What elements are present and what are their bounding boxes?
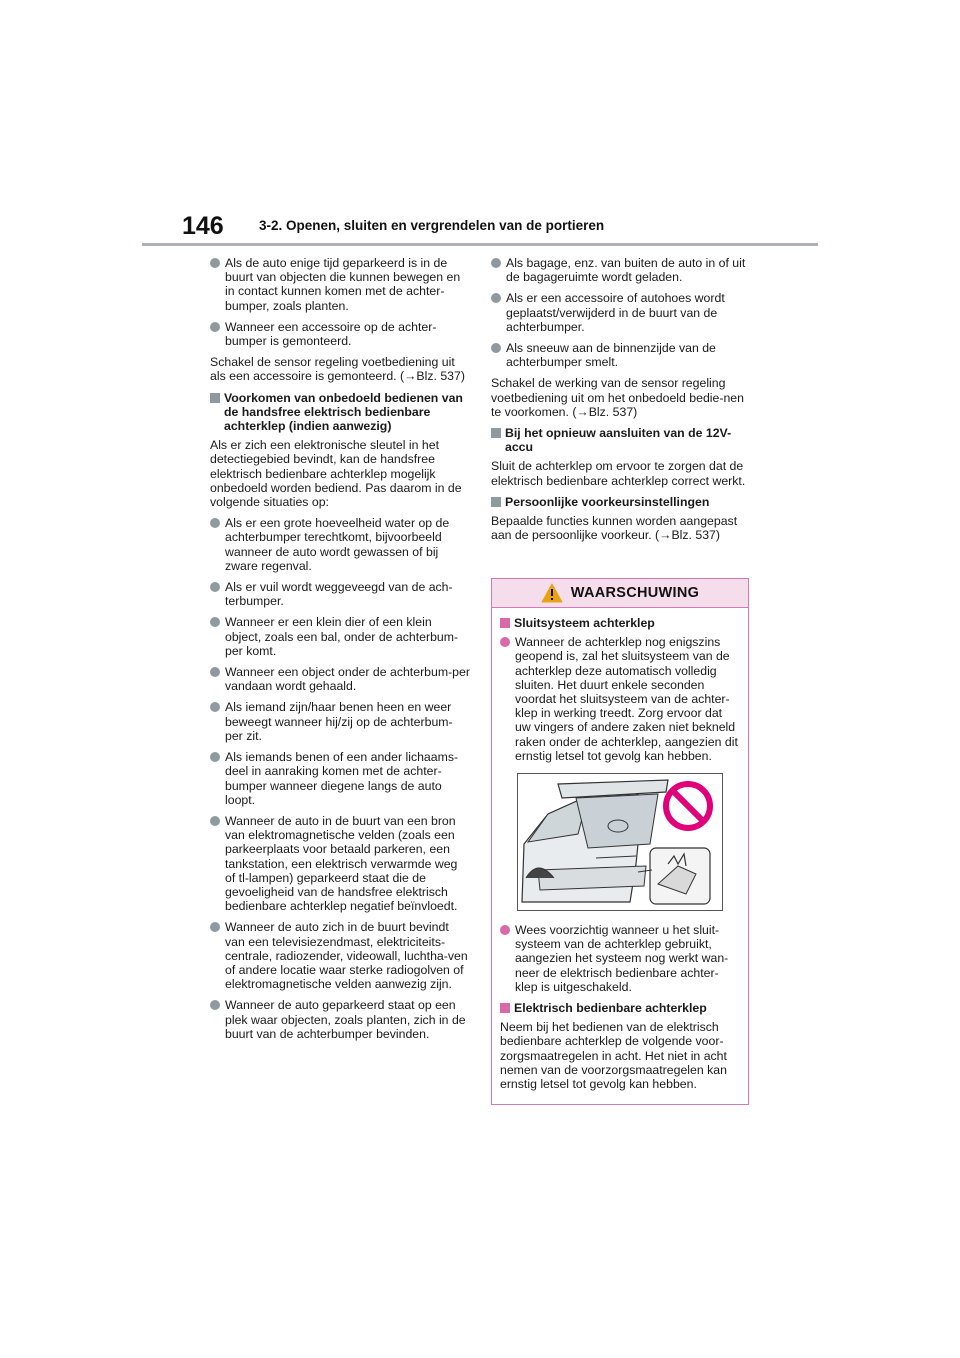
list-item: Als er een grote hoeveelheid water op de achterbumper terechtkomt, bijvoorbeeld wanneer de auto wordt gewassen of bij zware regenval. [210,516,470,573]
square-bullet-icon [491,497,501,507]
list-item: Als bagage, enz. van buiten de auto in of uit de bagageruimte wordt geladen. [491,256,751,284]
warning-title: WAARSCHUWING [570,585,700,601]
list-item: Wees voorzichtig wanneer u het sluit-systeem van de achterklep gebruikt, aangezien het systeem nog werkt wan-neer de elektrisch bedienbare achter-klep is uitgeschakeld. [500,923,740,994]
square-bullet-icon [210,393,220,403]
warning-triangle-icon [541,583,563,603]
list-item: Wanneer de achterklep nog enigszins geopend is, zal het sluitsysteem van de achterklep deze automatisch volledig sluiten. Het duurt enkele seconden voordat het sluitsysteem van de achter-klep in werking treedt. Zorg ervoor dat uw vingers of andere zaken niet bekneld raken onder de achterklep, aangezien dit ernstig letsel tot gevolg kan hebben. [500,635,740,763]
bullet-dot-icon [491,258,501,268]
car-rear-icon [518,774,722,910]
bullet-dot-icon [500,925,510,935]
paragraph: Schakel de sensor regeling voetbediening uit als een accessoire is gemonteerd. (→Blz. 537) [210,355,465,384]
left-column [210,256,470,1048]
chapter-title: 3-2. Openen, sluiten en vergrendelen van de portieren [259,218,605,233]
bullet-dot-icon [491,293,501,303]
paragraph: Als er zich een elektronische sleutel in het detectiegebied bevindt, kan de handsfree elektrisch bedienbare achterklep mogelijk onbedoeld worden bediend. Pas daarom in de volgende situaties op: [210,438,462,510]
tailgate-pinch-illustration [517,773,723,911]
page-number: 146 [182,212,224,240]
bullet-dot-icon [210,582,220,592]
bullet-dot-icon [210,518,220,528]
section-heading: Persoonlijke voorkeursinstellingen [491,495,751,509]
square-bullet-icon [491,428,501,438]
list-item: Als iemands benen of een ander lichaams-deel in aanraking komen met de achter-bumper wanneer diegene langs de auto loopt. [210,750,470,807]
list-item: Wanneer er een klein dier of een klein object, zoals een bal, onder de achterbum-per komt. [210,615,470,658]
warning-header [492,579,748,608]
list-item: Als iemand zijn/haar benen heen en weer beweegt wanneer hij/zij op de achterbum-per zit. [210,700,470,743]
list-item: Wanneer een object onder de achterbum-per vandaan wordt gehaald. [210,665,470,693]
list-item: Wanneer de auto in de buurt van een bron van elektromagnetische velden (zoals een parkeerplaats voor betaald parkeren, een tankstation, een elektrisch verwarmde weg of tl-lampen) geparkeerd staat die de gevoeligheid van de handsfree elektrisch bedienbare achterklep negatief beïnvloedt. [210,814,470,913]
list-item: Als er een accessoire of autohoes wordt geplaatst/verwijderd in de buurt van de achterbumper. [491,291,751,334]
right-column [491,256,751,549]
bullet-dot-icon [210,667,220,677]
warning-box [491,578,749,1105]
bullet-dot-icon [210,1000,220,1010]
header-rule [142,243,818,246]
paragraph: Sluit de achterklep om ervoor te zorgen dat de elektrisch bedienbare achterklep correct werkt. [491,459,746,488]
section-heading: Elektrisch bedienbare achterklep [500,1001,740,1015]
section-heading: Voorkomen van onbedoeld bedienen van de handsfree elektrisch bedienbare achterklep (indien aanwezig) [210,391,470,434]
bullet-dot-icon [210,617,220,627]
bullet-dot-icon [210,702,220,712]
section-heading: Sluitsysteem achterklep [500,616,740,630]
bullet-dot-icon [210,258,220,268]
list-item: Als de auto enige tijd geparkeerd is in de buurt van objecten die kunnen bewegen en in contact kunnen komen met de achter-bumper, zoals planten. [210,256,470,313]
list-item: Als sneeuw aan de binnenzijde van de achterbumper smelt. [491,341,751,369]
square-bullet-icon [500,1003,510,1013]
bullet-dot-icon [210,322,220,332]
list-item: Wanneer de auto zich in de buurt bevindt van een televisiezendmast, elektriciteits-centrale, radiozender, videowall, luchtha-ven of andere locatie waar sterke radiogolven of elektromagnetische velden aanwezig zijn. [210,920,470,991]
list-item: Wanneer de auto geparkeerd staat op een plek waar objecten, zoals planten, zich in de buurt van de achterbumper bevinden. [210,998,470,1041]
paragraph: Neem bij het bedienen van de elektrisch bedienbare achterklep de volgende voor-zorgsmaatregelen in acht. Het niet in acht nemen van de voorzorgsmaatregelen kan ernstig letsel tot gevolg kan hebben. [500,1020,727,1092]
bullet-dot-icon [210,922,220,932]
list-item: Wanneer een accessoire op de achter-bumper is gemonteerd. [210,320,470,348]
paragraph: Schakel de werking van de sensor regeling voetbediening uit om het onbedoeld bedie-nen te voorkomen. (→Blz. 537) [491,376,744,419]
paragraph: Bepaalde functies kunnen worden aangepast aan de persoonlijke voorkeur. (→Blz. 537) [491,514,738,543]
bullet-dot-icon [210,752,220,762]
square-bullet-icon [500,618,510,628]
bullet-dot-icon [210,816,220,826]
section-heading: Bij het opnieuw aansluiten van de 12V-accu [491,426,751,454]
bullet-dot-icon [500,637,510,647]
list-item: Als er vuil wordt weggeveegd van de ach-terbumper. [210,580,470,608]
bullet-dot-icon [491,343,501,353]
